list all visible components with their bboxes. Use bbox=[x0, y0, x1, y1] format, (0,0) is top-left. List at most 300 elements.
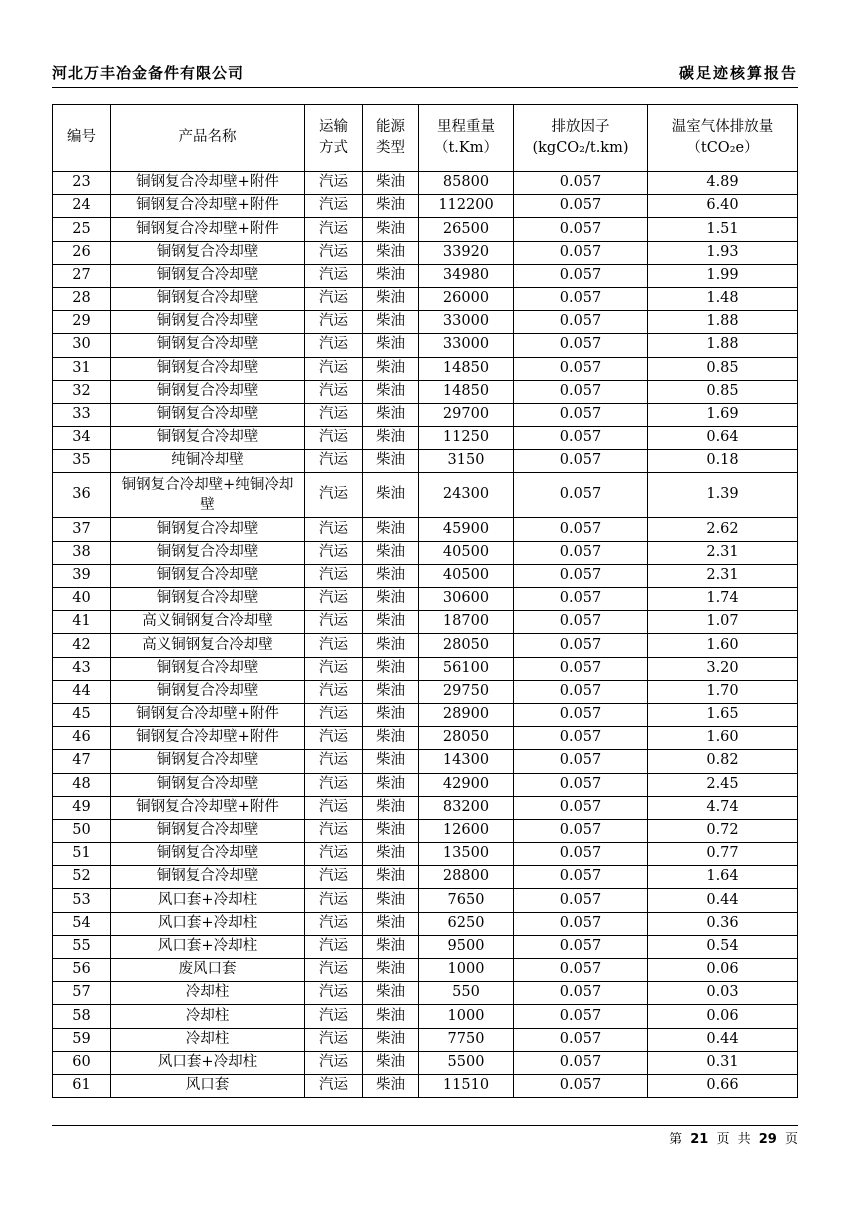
cell-no: 60 bbox=[53, 1051, 111, 1074]
table-row bbox=[53, 912, 798, 935]
cell-factor: 0.057 bbox=[514, 611, 648, 634]
cell-emission: 1.60 bbox=[648, 634, 798, 657]
cell-distance: 40500 bbox=[419, 541, 514, 564]
table-row bbox=[53, 357, 798, 380]
cell-transport: 汽运 bbox=[305, 473, 363, 518]
footer-middle: 页 共 bbox=[716, 1132, 751, 1147]
cell-energy: 柴油 bbox=[363, 427, 419, 450]
cell-distance: 83200 bbox=[419, 796, 514, 819]
cell-distance: 28050 bbox=[419, 634, 514, 657]
cell-no: 46 bbox=[53, 727, 111, 750]
cell-product: 铜钢复合冷却壁+附件 bbox=[111, 703, 305, 726]
cell-distance: 45900 bbox=[419, 518, 514, 541]
table-row bbox=[53, 935, 798, 958]
cell-product: 铜钢复合冷却壁 bbox=[111, 843, 305, 866]
cell-energy: 柴油 bbox=[363, 588, 419, 611]
cell-energy: 柴油 bbox=[363, 403, 419, 426]
table-row bbox=[53, 311, 798, 334]
cell-emission: 0.66 bbox=[648, 1074, 798, 1097]
cell-no: 57 bbox=[53, 982, 111, 1005]
cell-factor: 0.057 bbox=[514, 218, 648, 241]
cell-no: 34 bbox=[53, 427, 111, 450]
cell-emission: 0.44 bbox=[648, 889, 798, 912]
cell-product: 纯铜冷却壁 bbox=[111, 450, 305, 473]
cell-distance: 1000 bbox=[419, 1005, 514, 1028]
cell-transport: 汽运 bbox=[305, 264, 363, 287]
cell-no: 43 bbox=[53, 657, 111, 680]
cell-product: 铜钢复合冷却壁 bbox=[111, 241, 305, 264]
cell-no: 51 bbox=[53, 843, 111, 866]
cell-factor: 0.057 bbox=[514, 866, 648, 889]
table-row bbox=[53, 518, 798, 541]
header-energy: 能源 类型 bbox=[363, 105, 419, 172]
cell-distance: 5500 bbox=[419, 1051, 514, 1074]
cell-product: 铜钢复合冷却壁+附件 bbox=[111, 218, 305, 241]
table-row bbox=[53, 634, 798, 657]
table-row bbox=[53, 450, 798, 473]
cell-product: 铜钢复合冷却壁 bbox=[111, 334, 305, 357]
header-transport: 运输 方式 bbox=[305, 105, 363, 172]
cell-product: 铜钢复合冷却壁 bbox=[111, 588, 305, 611]
cell-no: 37 bbox=[53, 518, 111, 541]
cell-no: 29 bbox=[53, 311, 111, 334]
cell-emission: 0.36 bbox=[648, 912, 798, 935]
cell-product: 铜钢复合冷却壁 bbox=[111, 427, 305, 450]
table-row bbox=[53, 727, 798, 750]
table-row bbox=[53, 380, 798, 403]
cell-emission: 3.20 bbox=[648, 657, 798, 680]
cell-product: 铜钢复合冷却壁 bbox=[111, 680, 305, 703]
cell-transport: 汽运 bbox=[305, 912, 363, 935]
table-row bbox=[53, 1028, 798, 1051]
cell-factor: 0.057 bbox=[514, 427, 648, 450]
cell-distance: 34980 bbox=[419, 264, 514, 287]
cell-emission: 0.85 bbox=[648, 357, 798, 380]
cell-distance: 28900 bbox=[419, 703, 514, 726]
table-row bbox=[53, 680, 798, 703]
cell-factor: 0.057 bbox=[514, 912, 648, 935]
cell-product: 冷却柱 bbox=[111, 982, 305, 1005]
cell-transport: 汽运 bbox=[305, 750, 363, 773]
cell-factor: 0.057 bbox=[514, 982, 648, 1005]
cell-factor: 0.057 bbox=[514, 1051, 648, 1074]
cell-emission: 0.31 bbox=[648, 1051, 798, 1074]
cell-energy: 柴油 bbox=[363, 1005, 419, 1028]
cell-energy: 柴油 bbox=[363, 727, 419, 750]
cell-distance: 6250 bbox=[419, 912, 514, 935]
table-row bbox=[53, 889, 798, 912]
cell-product: 铜钢复合冷却壁 bbox=[111, 311, 305, 334]
table-row bbox=[53, 264, 798, 287]
cell-emission: 0.06 bbox=[648, 959, 798, 982]
cell-transport: 汽运 bbox=[305, 982, 363, 1005]
cell-energy: 柴油 bbox=[363, 287, 419, 310]
table-row bbox=[53, 541, 798, 564]
cell-product: 铜钢复合冷却壁 bbox=[111, 541, 305, 564]
cell-transport: 汽运 bbox=[305, 588, 363, 611]
page-total: 29 bbox=[758, 1132, 777, 1147]
cell-factor: 0.057 bbox=[514, 287, 648, 310]
table-row bbox=[53, 796, 798, 819]
cell-transport: 汽运 bbox=[305, 657, 363, 680]
cell-energy: 柴油 bbox=[363, 935, 419, 958]
cell-transport: 汽运 bbox=[305, 518, 363, 541]
cell-energy: 柴油 bbox=[363, 634, 419, 657]
cell-distance: 13500 bbox=[419, 843, 514, 866]
cell-emission: 1.48 bbox=[648, 287, 798, 310]
cell-product: 铜钢复合冷却壁+附件 bbox=[111, 727, 305, 750]
cell-distance: 28800 bbox=[419, 866, 514, 889]
table-row bbox=[53, 611, 798, 634]
cell-emission: 1.07 bbox=[648, 611, 798, 634]
cell-emission: 0.64 bbox=[648, 427, 798, 450]
cell-energy: 柴油 bbox=[363, 241, 419, 264]
cell-transport: 汽运 bbox=[305, 311, 363, 334]
table-row bbox=[53, 773, 798, 796]
cell-emission: 0.85 bbox=[648, 380, 798, 403]
cell-no: 48 bbox=[53, 773, 111, 796]
cell-factor: 0.057 bbox=[514, 564, 648, 587]
cell-no: 41 bbox=[53, 611, 111, 634]
cell-product: 铜钢复合冷却壁 bbox=[111, 750, 305, 773]
cell-transport: 汽运 bbox=[305, 1028, 363, 1051]
header-product: 产品名称 bbox=[111, 105, 305, 172]
cell-energy: 柴油 bbox=[363, 959, 419, 982]
cell-product: 铜钢复合冷却壁+附件 bbox=[111, 195, 305, 218]
report-title: 碳足迹核算报告 bbox=[678, 64, 798, 82]
cell-emission: 1.39 bbox=[648, 473, 798, 518]
emissions-table bbox=[52, 104, 798, 1098]
cell-factor: 0.057 bbox=[514, 843, 648, 866]
cell-distance: 30600 bbox=[419, 588, 514, 611]
cell-transport: 汽运 bbox=[305, 634, 363, 657]
cell-distance: 40500 bbox=[419, 564, 514, 587]
cell-factor: 0.057 bbox=[514, 403, 648, 426]
cell-energy: 柴油 bbox=[363, 380, 419, 403]
cell-no: 30 bbox=[53, 334, 111, 357]
cell-factor: 0.057 bbox=[514, 172, 648, 195]
cell-energy: 柴油 bbox=[363, 657, 419, 680]
cell-energy: 柴油 bbox=[363, 703, 419, 726]
table-row bbox=[53, 843, 798, 866]
cell-emission: 1.70 bbox=[648, 680, 798, 703]
header-factor: 排放因子 (kgCO₂/t.km) bbox=[514, 105, 648, 172]
table-body bbox=[53, 172, 798, 1098]
cell-emission: 2.31 bbox=[648, 541, 798, 564]
cell-factor: 0.057 bbox=[514, 518, 648, 541]
cell-energy: 柴油 bbox=[363, 819, 419, 842]
table-row bbox=[53, 218, 798, 241]
cell-transport: 汽运 bbox=[305, 843, 363, 866]
cell-energy: 柴油 bbox=[363, 334, 419, 357]
cell-energy: 柴油 bbox=[363, 172, 419, 195]
cell-product: 风口套 bbox=[111, 1074, 305, 1097]
cell-no: 52 bbox=[53, 866, 111, 889]
table-row bbox=[53, 427, 798, 450]
cell-energy: 柴油 bbox=[363, 912, 419, 935]
cell-emission: 1.64 bbox=[648, 866, 798, 889]
cell-no: 44 bbox=[53, 680, 111, 703]
cell-transport: 汽运 bbox=[305, 334, 363, 357]
cell-transport: 汽运 bbox=[305, 1051, 363, 1074]
cell-no: 31 bbox=[53, 357, 111, 380]
cell-product: 高义铜钢复合冷却壁 bbox=[111, 634, 305, 657]
cell-no: 58 bbox=[53, 1005, 111, 1028]
cell-factor: 0.057 bbox=[514, 1074, 648, 1097]
cell-transport: 汽运 bbox=[305, 680, 363, 703]
cell-distance: 56100 bbox=[419, 657, 514, 680]
cell-no: 23 bbox=[53, 172, 111, 195]
cell-factor: 0.057 bbox=[514, 657, 648, 680]
cell-product: 铜钢复合冷却壁 bbox=[111, 866, 305, 889]
cell-distance: 33000 bbox=[419, 334, 514, 357]
cell-factor: 0.057 bbox=[514, 680, 648, 703]
cell-emission: 1.69 bbox=[648, 403, 798, 426]
cell-product: 风口套+冷却柱 bbox=[111, 889, 305, 912]
cell-emission: 0.44 bbox=[648, 1028, 798, 1051]
cell-product: 铜钢复合冷却壁+纯铜冷却壁 bbox=[111, 473, 305, 518]
cell-emission: 0.54 bbox=[648, 935, 798, 958]
cell-distance: 29750 bbox=[419, 680, 514, 703]
cell-energy: 柴油 bbox=[363, 680, 419, 703]
cell-emission: 2.45 bbox=[648, 773, 798, 796]
cell-emission: 0.72 bbox=[648, 819, 798, 842]
table-row bbox=[53, 195, 798, 218]
cell-distance: 26000 bbox=[419, 287, 514, 310]
cell-transport: 汽运 bbox=[305, 1074, 363, 1097]
cell-distance: 14300 bbox=[419, 750, 514, 773]
cell-distance: 26500 bbox=[419, 218, 514, 241]
footer-prefix: 第 bbox=[669, 1132, 683, 1147]
cell-distance: 14850 bbox=[419, 357, 514, 380]
cell-transport: 汽运 bbox=[305, 959, 363, 982]
cell-emission: 1.74 bbox=[648, 588, 798, 611]
cell-factor: 0.057 bbox=[514, 473, 648, 518]
cell-no: 39 bbox=[53, 564, 111, 587]
cell-emission: 2.31 bbox=[648, 564, 798, 587]
cell-distance: 11510 bbox=[419, 1074, 514, 1097]
cell-emission: 1.93 bbox=[648, 241, 798, 264]
company-name: 河北万丰冶金备件有限公司 bbox=[52, 64, 245, 82]
cell-transport: 汽运 bbox=[305, 427, 363, 450]
table-row bbox=[53, 703, 798, 726]
cell-product: 冷却柱 bbox=[111, 1028, 305, 1051]
table-row bbox=[53, 866, 798, 889]
cell-transport: 汽运 bbox=[305, 703, 363, 726]
page-number: 21 bbox=[690, 1132, 709, 1147]
cell-emission: 4.74 bbox=[648, 796, 798, 819]
cell-distance: 14850 bbox=[419, 380, 514, 403]
table-row bbox=[53, 588, 798, 611]
cell-no: 26 bbox=[53, 241, 111, 264]
cell-no: 24 bbox=[53, 195, 111, 218]
cell-factor: 0.057 bbox=[514, 796, 648, 819]
cell-product: 铜钢复合冷却壁+附件 bbox=[111, 796, 305, 819]
cell-distance: 550 bbox=[419, 982, 514, 1005]
cell-energy: 柴油 bbox=[363, 518, 419, 541]
cell-energy: 柴油 bbox=[363, 564, 419, 587]
header-emission: 温室气体排放量 （tCO₂e） bbox=[648, 105, 798, 172]
cell-factor: 0.057 bbox=[514, 450, 648, 473]
cell-distance: 33000 bbox=[419, 311, 514, 334]
cell-transport: 汽运 bbox=[305, 889, 363, 912]
cell-product: 风口套+冷却柱 bbox=[111, 1051, 305, 1074]
cell-energy: 柴油 bbox=[363, 750, 419, 773]
cell-distance: 3150 bbox=[419, 450, 514, 473]
cell-no: 28 bbox=[53, 287, 111, 310]
cell-factor: 0.057 bbox=[514, 264, 648, 287]
cell-factor: 0.057 bbox=[514, 334, 648, 357]
table-row bbox=[53, 982, 798, 1005]
cell-factor: 0.057 bbox=[514, 311, 648, 334]
cell-transport: 汽运 bbox=[305, 611, 363, 634]
cell-transport: 汽运 bbox=[305, 403, 363, 426]
cell-factor: 0.057 bbox=[514, 935, 648, 958]
cell-factor: 0.057 bbox=[514, 357, 648, 380]
cell-factor: 0.057 bbox=[514, 889, 648, 912]
cell-transport: 汽运 bbox=[305, 796, 363, 819]
cell-transport: 汽运 bbox=[305, 450, 363, 473]
cell-no: 33 bbox=[53, 403, 111, 426]
cell-energy: 柴油 bbox=[363, 541, 419, 564]
cell-emission: 0.18 bbox=[648, 450, 798, 473]
cell-product: 风口套+冷却柱 bbox=[111, 912, 305, 935]
cell-energy: 柴油 bbox=[363, 773, 419, 796]
cell-energy: 柴油 bbox=[363, 843, 419, 866]
cell-no: 61 bbox=[53, 1074, 111, 1097]
cell-product: 铜钢复合冷却壁 bbox=[111, 564, 305, 587]
cell-product: 铜钢复合冷却壁 bbox=[111, 403, 305, 426]
header-no: 编号 bbox=[53, 105, 111, 172]
footer-rule bbox=[52, 1125, 798, 1126]
page-header bbox=[52, 62, 798, 88]
cell-emission: 1.88 bbox=[648, 311, 798, 334]
table-row bbox=[53, 172, 798, 195]
cell-no: 55 bbox=[53, 935, 111, 958]
cell-product: 铜钢复合冷却壁 bbox=[111, 819, 305, 842]
page-footer bbox=[669, 1128, 798, 1147]
cell-distance: 1000 bbox=[419, 959, 514, 982]
cell-emission: 1.60 bbox=[648, 727, 798, 750]
cell-emission: 2.62 bbox=[648, 518, 798, 541]
table-row bbox=[53, 241, 798, 264]
cell-distance: 33920 bbox=[419, 241, 514, 264]
cell-distance: 42900 bbox=[419, 773, 514, 796]
cell-no: 53 bbox=[53, 889, 111, 912]
cell-product: 铜钢复合冷却壁 bbox=[111, 657, 305, 680]
table-row bbox=[53, 564, 798, 587]
cell-emission: 1.99 bbox=[648, 264, 798, 287]
cell-factor: 0.057 bbox=[514, 380, 648, 403]
table-row bbox=[53, 750, 798, 773]
cell-product: 冷却柱 bbox=[111, 1005, 305, 1028]
cell-product: 铜钢复合冷却壁+附件 bbox=[111, 172, 305, 195]
cell-transport: 汽运 bbox=[305, 1005, 363, 1028]
table-row bbox=[53, 403, 798, 426]
cell-transport: 汽运 bbox=[305, 727, 363, 750]
cell-transport: 汽运 bbox=[305, 218, 363, 241]
cell-factor: 0.057 bbox=[514, 541, 648, 564]
cell-factor: 0.057 bbox=[514, 588, 648, 611]
table-row bbox=[53, 1051, 798, 1074]
cell-energy: 柴油 bbox=[363, 1051, 419, 1074]
cell-product: 铜钢复合冷却壁 bbox=[111, 380, 305, 403]
cell-distance: 28050 bbox=[419, 727, 514, 750]
cell-no: 38 bbox=[53, 541, 111, 564]
cell-no: 54 bbox=[53, 912, 111, 935]
table-row bbox=[53, 819, 798, 842]
cell-factor: 0.057 bbox=[514, 195, 648, 218]
cell-energy: 柴油 bbox=[363, 1074, 419, 1097]
table-row bbox=[53, 287, 798, 310]
cell-factor: 0.057 bbox=[514, 1005, 648, 1028]
cell-energy: 柴油 bbox=[363, 796, 419, 819]
cell-factor: 0.057 bbox=[514, 959, 648, 982]
cell-energy: 柴油 bbox=[363, 1028, 419, 1051]
cell-factor: 0.057 bbox=[514, 819, 648, 842]
cell-product: 铜钢复合冷却壁 bbox=[111, 287, 305, 310]
table-row bbox=[53, 1005, 798, 1028]
cell-product: 铜钢复合冷却壁 bbox=[111, 518, 305, 541]
cell-product: 废风口套 bbox=[111, 959, 305, 982]
cell-transport: 汽运 bbox=[305, 935, 363, 958]
cell-distance: 7650 bbox=[419, 889, 514, 912]
cell-energy: 柴油 bbox=[363, 889, 419, 912]
cell-no: 47 bbox=[53, 750, 111, 773]
cell-transport: 汽运 bbox=[305, 357, 363, 380]
cell-no: 59 bbox=[53, 1028, 111, 1051]
cell-transport: 汽运 bbox=[305, 541, 363, 564]
cell-no: 49 bbox=[53, 796, 111, 819]
cell-transport: 汽运 bbox=[305, 380, 363, 403]
cell-distance: 29700 bbox=[419, 403, 514, 426]
cell-energy: 柴油 bbox=[363, 195, 419, 218]
cell-no: 42 bbox=[53, 634, 111, 657]
cell-transport: 汽运 bbox=[305, 287, 363, 310]
cell-product: 铜钢复合冷却壁 bbox=[111, 264, 305, 287]
cell-emission: 1.65 bbox=[648, 703, 798, 726]
cell-product: 铜钢复合冷却壁 bbox=[111, 357, 305, 380]
table-row bbox=[53, 1074, 798, 1097]
cell-factor: 0.057 bbox=[514, 241, 648, 264]
cell-no: 36 bbox=[53, 473, 111, 518]
cell-energy: 柴油 bbox=[363, 311, 419, 334]
cell-emission: 1.88 bbox=[648, 334, 798, 357]
cell-factor: 0.057 bbox=[514, 727, 648, 750]
cell-transport: 汽运 bbox=[305, 866, 363, 889]
cell-transport: 汽运 bbox=[305, 564, 363, 587]
cell-transport: 汽运 bbox=[305, 172, 363, 195]
table-row bbox=[53, 334, 798, 357]
cell-energy: 柴油 bbox=[363, 357, 419, 380]
cell-factor: 0.057 bbox=[514, 773, 648, 796]
cell-no: 35 bbox=[53, 450, 111, 473]
cell-energy: 柴油 bbox=[363, 218, 419, 241]
cell-distance: 9500 bbox=[419, 935, 514, 958]
cell-emission: 0.06 bbox=[648, 1005, 798, 1028]
cell-distance: 11250 bbox=[419, 427, 514, 450]
table-row bbox=[53, 657, 798, 680]
cell-no: 32 bbox=[53, 380, 111, 403]
cell-transport: 汽运 bbox=[305, 195, 363, 218]
cell-factor: 0.057 bbox=[514, 750, 648, 773]
cell-product: 铜钢复合冷却壁 bbox=[111, 773, 305, 796]
cell-product: 风口套+冷却柱 bbox=[111, 935, 305, 958]
cell-no: 50 bbox=[53, 819, 111, 842]
cell-emission: 6.40 bbox=[648, 195, 798, 218]
cell-no: 25 bbox=[53, 218, 111, 241]
cell-factor: 0.057 bbox=[514, 703, 648, 726]
